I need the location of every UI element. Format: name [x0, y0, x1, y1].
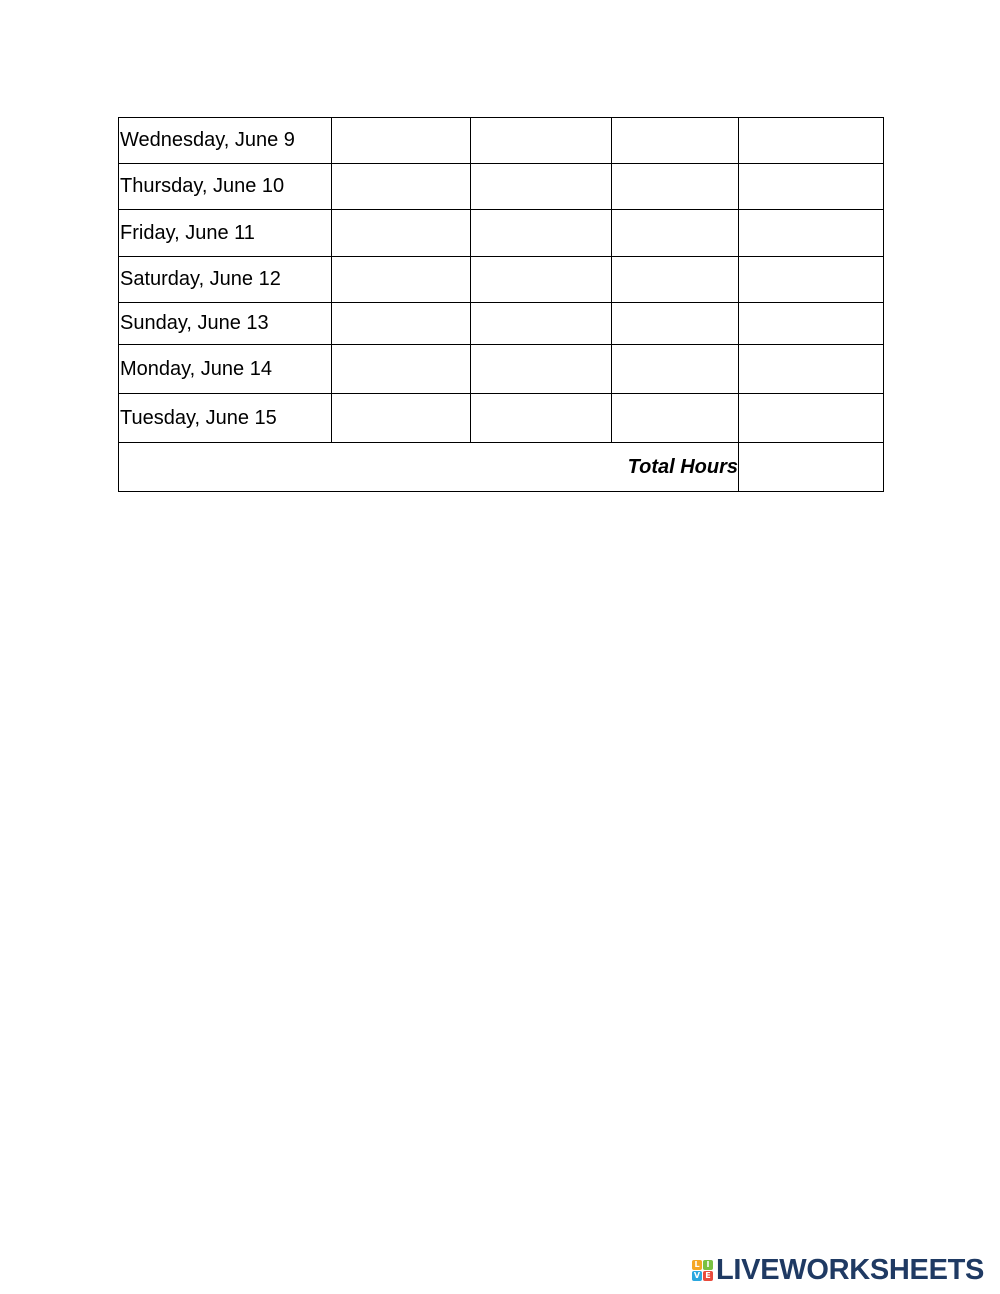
- hours-entry-cell[interactable]: [612, 164, 739, 210]
- total-hours-entry-cell[interactable]: [739, 443, 884, 492]
- hours-entry-cell[interactable]: [612, 345, 739, 394]
- liveworksheets-logo: [692, 1255, 984, 1285]
- table-row: [119, 210, 884, 257]
- logo-letter: I: [703, 1260, 713, 1270]
- hours-entry-cell[interactable]: [739, 303, 884, 345]
- hours-entry-cell[interactable]: [612, 118, 739, 164]
- hours-table: [118, 117, 884, 492]
- hours-entry-cell[interactable]: [739, 118, 884, 164]
- logo-letter: L: [692, 1260, 702, 1270]
- day-label: Saturday, June 12: [119, 257, 332, 303]
- table-row: [119, 303, 884, 345]
- hours-entry-cell[interactable]: [471, 210, 612, 257]
- hours-entry-cell[interactable]: [332, 118, 471, 164]
- day-label: Thursday, June 10: [119, 164, 332, 210]
- day-label: Wednesday, June 9: [119, 118, 332, 164]
- logo-letter: E: [703, 1271, 713, 1281]
- table-row: [119, 345, 884, 394]
- hours-entry-cell[interactable]: [471, 394, 612, 443]
- hours-entry-cell[interactable]: [332, 257, 471, 303]
- hours-entry-cell[interactable]: [471, 257, 612, 303]
- day-label: Monday, June 14: [119, 345, 332, 394]
- table-row: [119, 164, 884, 210]
- hours-entry-cell[interactable]: [332, 394, 471, 443]
- hours-entry-cell[interactable]: [739, 210, 884, 257]
- hours-entry-cell[interactable]: [332, 210, 471, 257]
- table-row: [119, 394, 884, 443]
- hours-entry-cell[interactable]: [739, 257, 884, 303]
- hours-entry-cell[interactable]: [739, 164, 884, 210]
- hours-entry-cell[interactable]: [332, 345, 471, 394]
- hours-entry-cell[interactable]: [332, 164, 471, 210]
- day-label: Friday, June 11: [119, 210, 332, 257]
- hours-entry-cell[interactable]: [612, 257, 739, 303]
- day-label: Sunday, June 13: [119, 303, 332, 345]
- day-label: Tuesday, June 15: [119, 394, 332, 443]
- hours-entry-cell[interactable]: [471, 345, 612, 394]
- total-row: [119, 443, 884, 492]
- brand-name: LIVEWORKSHEETS: [716, 1253, 985, 1286]
- table-row: [119, 118, 884, 164]
- hours-entry-cell[interactable]: [739, 345, 884, 394]
- hours-entry-cell[interactable]: [612, 210, 739, 257]
- total-hours-label: Total Hours: [119, 443, 739, 492]
- hours-entry-cell[interactable]: [739, 394, 884, 443]
- hours-entry-cell[interactable]: [471, 164, 612, 210]
- table-row: [119, 257, 884, 303]
- hours-entry-cell[interactable]: [332, 303, 471, 345]
- hours-entry-cell[interactable]: [612, 394, 739, 443]
- hours-entry-cell[interactable]: [612, 303, 739, 345]
- hours-entry-cell[interactable]: [471, 118, 612, 164]
- hours-entry-cell[interactable]: [471, 303, 612, 345]
- logo-letter: V: [693, 1270, 701, 1280]
- liveworksheets-logo-icon: [692, 1260, 713, 1281]
